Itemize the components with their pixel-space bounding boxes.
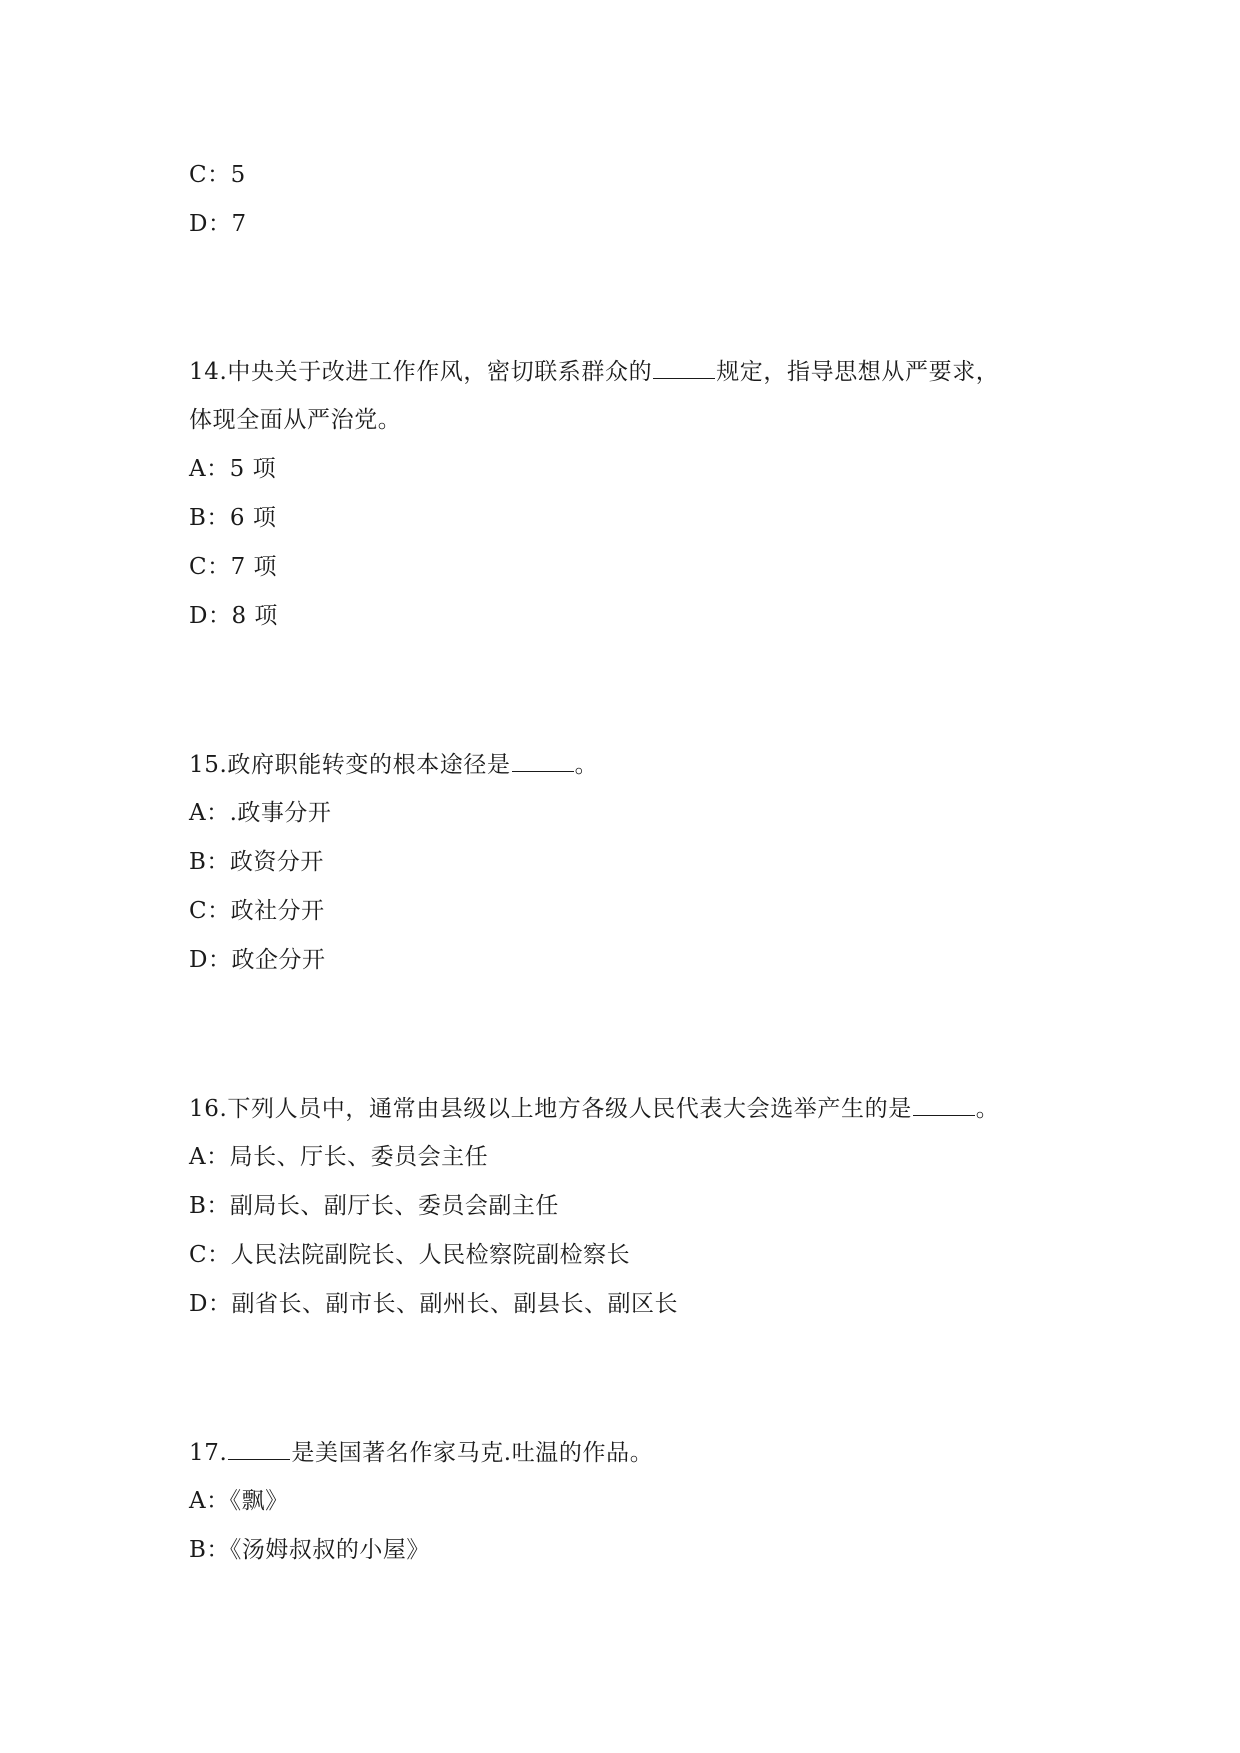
option-d <box>189 601 278 631</box>
option-text: 7 项 <box>230 554 278 580</box>
question-stem: 。 <box>574 752 599 778</box>
option-label: C： <box>189 1242 231 1268</box>
option-a <box>189 798 331 828</box>
question-17-stem <box>189 1437 653 1468</box>
option-text: 8 项 <box>231 603 278 629</box>
question-stem: 。 <box>975 1096 1000 1122</box>
question-stem: 政府职能转变的根本途径是 <box>227 752 511 778</box>
option-a <box>189 1486 289 1516</box>
option-label: B： <box>189 1193 230 1219</box>
option-text: 人民法院副院长、人民检察院副检察长 <box>230 1242 631 1268</box>
option-a <box>189 454 276 484</box>
option-label: C： <box>189 554 231 580</box>
option-text: 政社分开 <box>230 898 325 924</box>
option-c <box>189 896 325 926</box>
option-b <box>189 1191 559 1221</box>
answer-blank <box>512 749 574 772</box>
option-label: D： <box>189 1291 232 1317</box>
answer-blank <box>653 356 715 379</box>
option-label: B： <box>189 505 230 531</box>
option-label: D： <box>189 603 232 629</box>
option-text: 副省长、副市长、副州长、副县长、副区长 <box>231 1291 678 1317</box>
question-number: 16. <box>189 1096 228 1122</box>
option-text: 5 项 <box>229 456 277 482</box>
option-b <box>189 847 324 877</box>
option-text: 局长、厅长、委员会主任 <box>229 1144 489 1170</box>
option-label: A： <box>189 456 230 482</box>
option-d <box>189 1289 678 1319</box>
question-15-stem <box>189 749 598 780</box>
option-label: B： <box>189 1537 230 1563</box>
option-d <box>189 945 325 975</box>
question-stem: 体现全面从严治党。 <box>189 407 402 433</box>
option-text: 政资分开 <box>229 849 324 875</box>
question-stem: 下列人员中，通常由县级以上地方各级人民代表大会选举产生的是 <box>227 1096 912 1122</box>
question-number: 14. <box>189 359 228 385</box>
question-stem: 中央关于改进工作作风，密切联系群众的 <box>227 359 653 385</box>
option-label: B： <box>189 849 230 875</box>
option-text: 《汤姆叔叔的小屋》 <box>229 1537 430 1563</box>
option-label: A： <box>189 800 230 826</box>
question-14-stem-line2 <box>189 405 401 435</box>
question-stem: 是美国著名作家马克.吐温的作品。 <box>291 1440 654 1466</box>
question-number: 15. <box>189 752 228 778</box>
option-text: 7 <box>231 211 247 237</box>
option-text: 政企分开 <box>231 947 326 973</box>
answer-blank <box>228 1437 290 1460</box>
option-label: C： <box>189 162 231 188</box>
option-text: 副局长、副厅长、委员会副主任 <box>229 1193 559 1219</box>
option-text: 6 项 <box>229 505 277 531</box>
question-16-stem <box>189 1093 999 1124</box>
option-text: .政事分开 <box>229 800 332 826</box>
option-c <box>189 552 277 582</box>
option-label: A： <box>189 1488 230 1514</box>
option-label: C： <box>189 898 231 924</box>
option-label: A： <box>189 1144 230 1170</box>
option-b <box>189 503 276 533</box>
option-label: D： <box>189 211 232 237</box>
option-c <box>189 1240 630 1270</box>
question-14-stem <box>189 356 999 387</box>
question-stem: 规定，指导思想从严要求， <box>716 359 1000 385</box>
option-c <box>189 160 246 190</box>
option-d <box>189 209 247 239</box>
option-text: 5 <box>230 162 246 188</box>
option-a <box>189 1142 488 1172</box>
question-number: 17. <box>189 1440 228 1466</box>
option-label: D： <box>189 947 232 973</box>
option-text: 《飘》 <box>229 1488 289 1514</box>
option-b <box>189 1535 430 1565</box>
answer-blank <box>913 1093 975 1116</box>
